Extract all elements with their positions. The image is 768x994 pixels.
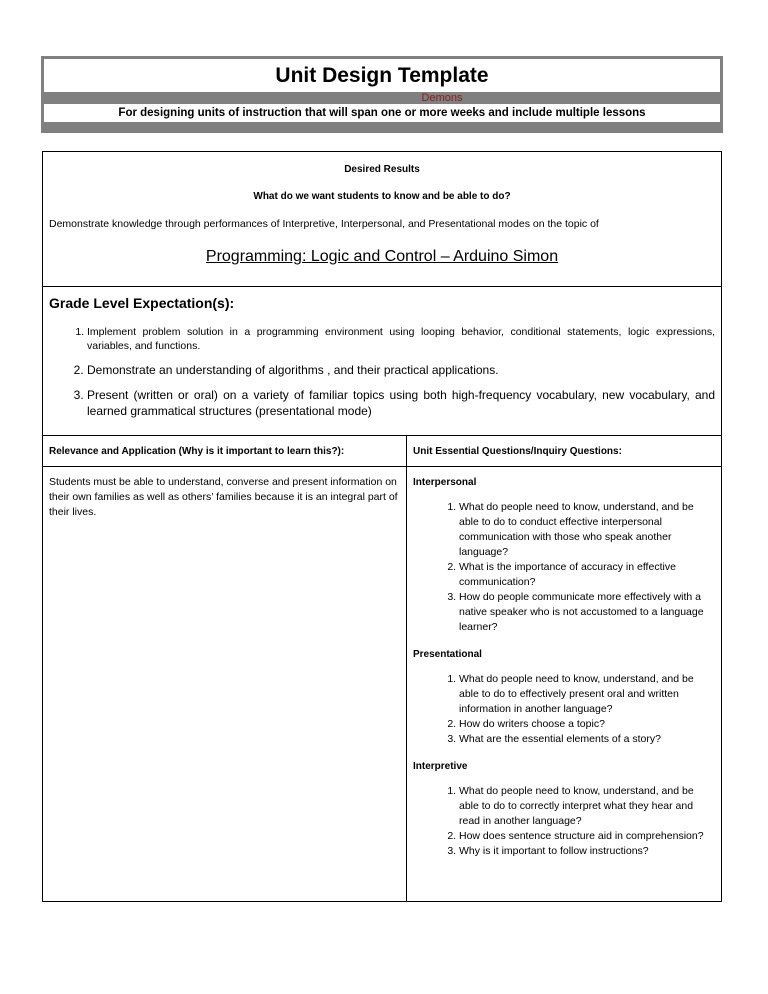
question-item: 2. How does sentence structure aid in comprehension? [459,829,715,844]
group-title: Interpersonal [413,477,477,488]
questions-column [407,436,721,902]
questions-heading: Unit Essential Questions/Inquiry Questions: [407,436,721,467]
gle-item: 3. Present (written or oral) on a variety of familiar topics using both high-frequency vocabulary, new vocabulary, and learned grammatical structures (presentational mode) [87,387,715,419]
template-header [41,56,723,133]
relevance-text: Students must be able to understand, converse and present information on their own families as well as others’ families because it is an integral part of their lives. [49,476,398,518]
question-item: 1. What do people need to know, understand, and be able to do to correctly interpret what they hear and read in another language? [459,784,715,829]
overlay-text: Demons [421,92,463,104]
relevance-column [43,436,407,902]
desired-heading: Desired Results [344,164,420,175]
question-item: 3. Why is it important to follow instructions? [459,844,715,859]
gle-item: 2. Demonstrate an understanding of algorithms , and their practical applications. [87,362,715,378]
gle-heading: Grade Level Expectation(s): [49,295,235,311]
grade-level-expectations [43,287,721,436]
question-item: 3. What are the essential elements of a story? [459,732,715,747]
question-item: 1. What do people need to know, understand, and be able to do to conduct effective interpersonal communication with those who speak another language? [459,500,715,560]
desired-intro: Demonstrate knowledge through performances of Interpretive, Interpersonal, and Presentational modes on the topic of [49,218,599,230]
unit-topic: Programming: Logic and Control – Arduino Simon [205,248,559,265]
page-title: Unit Design Template [44,59,720,92]
group-title: Interpretive [413,761,468,772]
page-subtitle: For designing units of instruction that will span one or more weeks and include multiple lessons [44,104,720,122]
desired-question: What do we want students to know and be able to do? [253,191,511,202]
desired-results [43,152,721,287]
question-item: 2. What is the importance of accuracy in effective communication? [459,560,715,590]
relevance-heading: Relevance and Application (Why is it important to learn this?): [43,436,406,467]
unit-table [42,151,722,902]
question-item: 1. What do people need to know, understand, and be able to do to effectively present oral and written information in another language? [459,672,715,717]
question-item: 3. How do people communicate more effectively with a native speaker who is not accustomed to a language learner? [459,590,715,635]
question-item: 2. How do writers choose a topic? [459,717,715,732]
gle-item: 1. Implement problem solution in a programming environment using looping behavior, conditional statements, logic expressions, variables, and functions. [87,325,715,353]
group-title: Presentational [413,649,482,660]
